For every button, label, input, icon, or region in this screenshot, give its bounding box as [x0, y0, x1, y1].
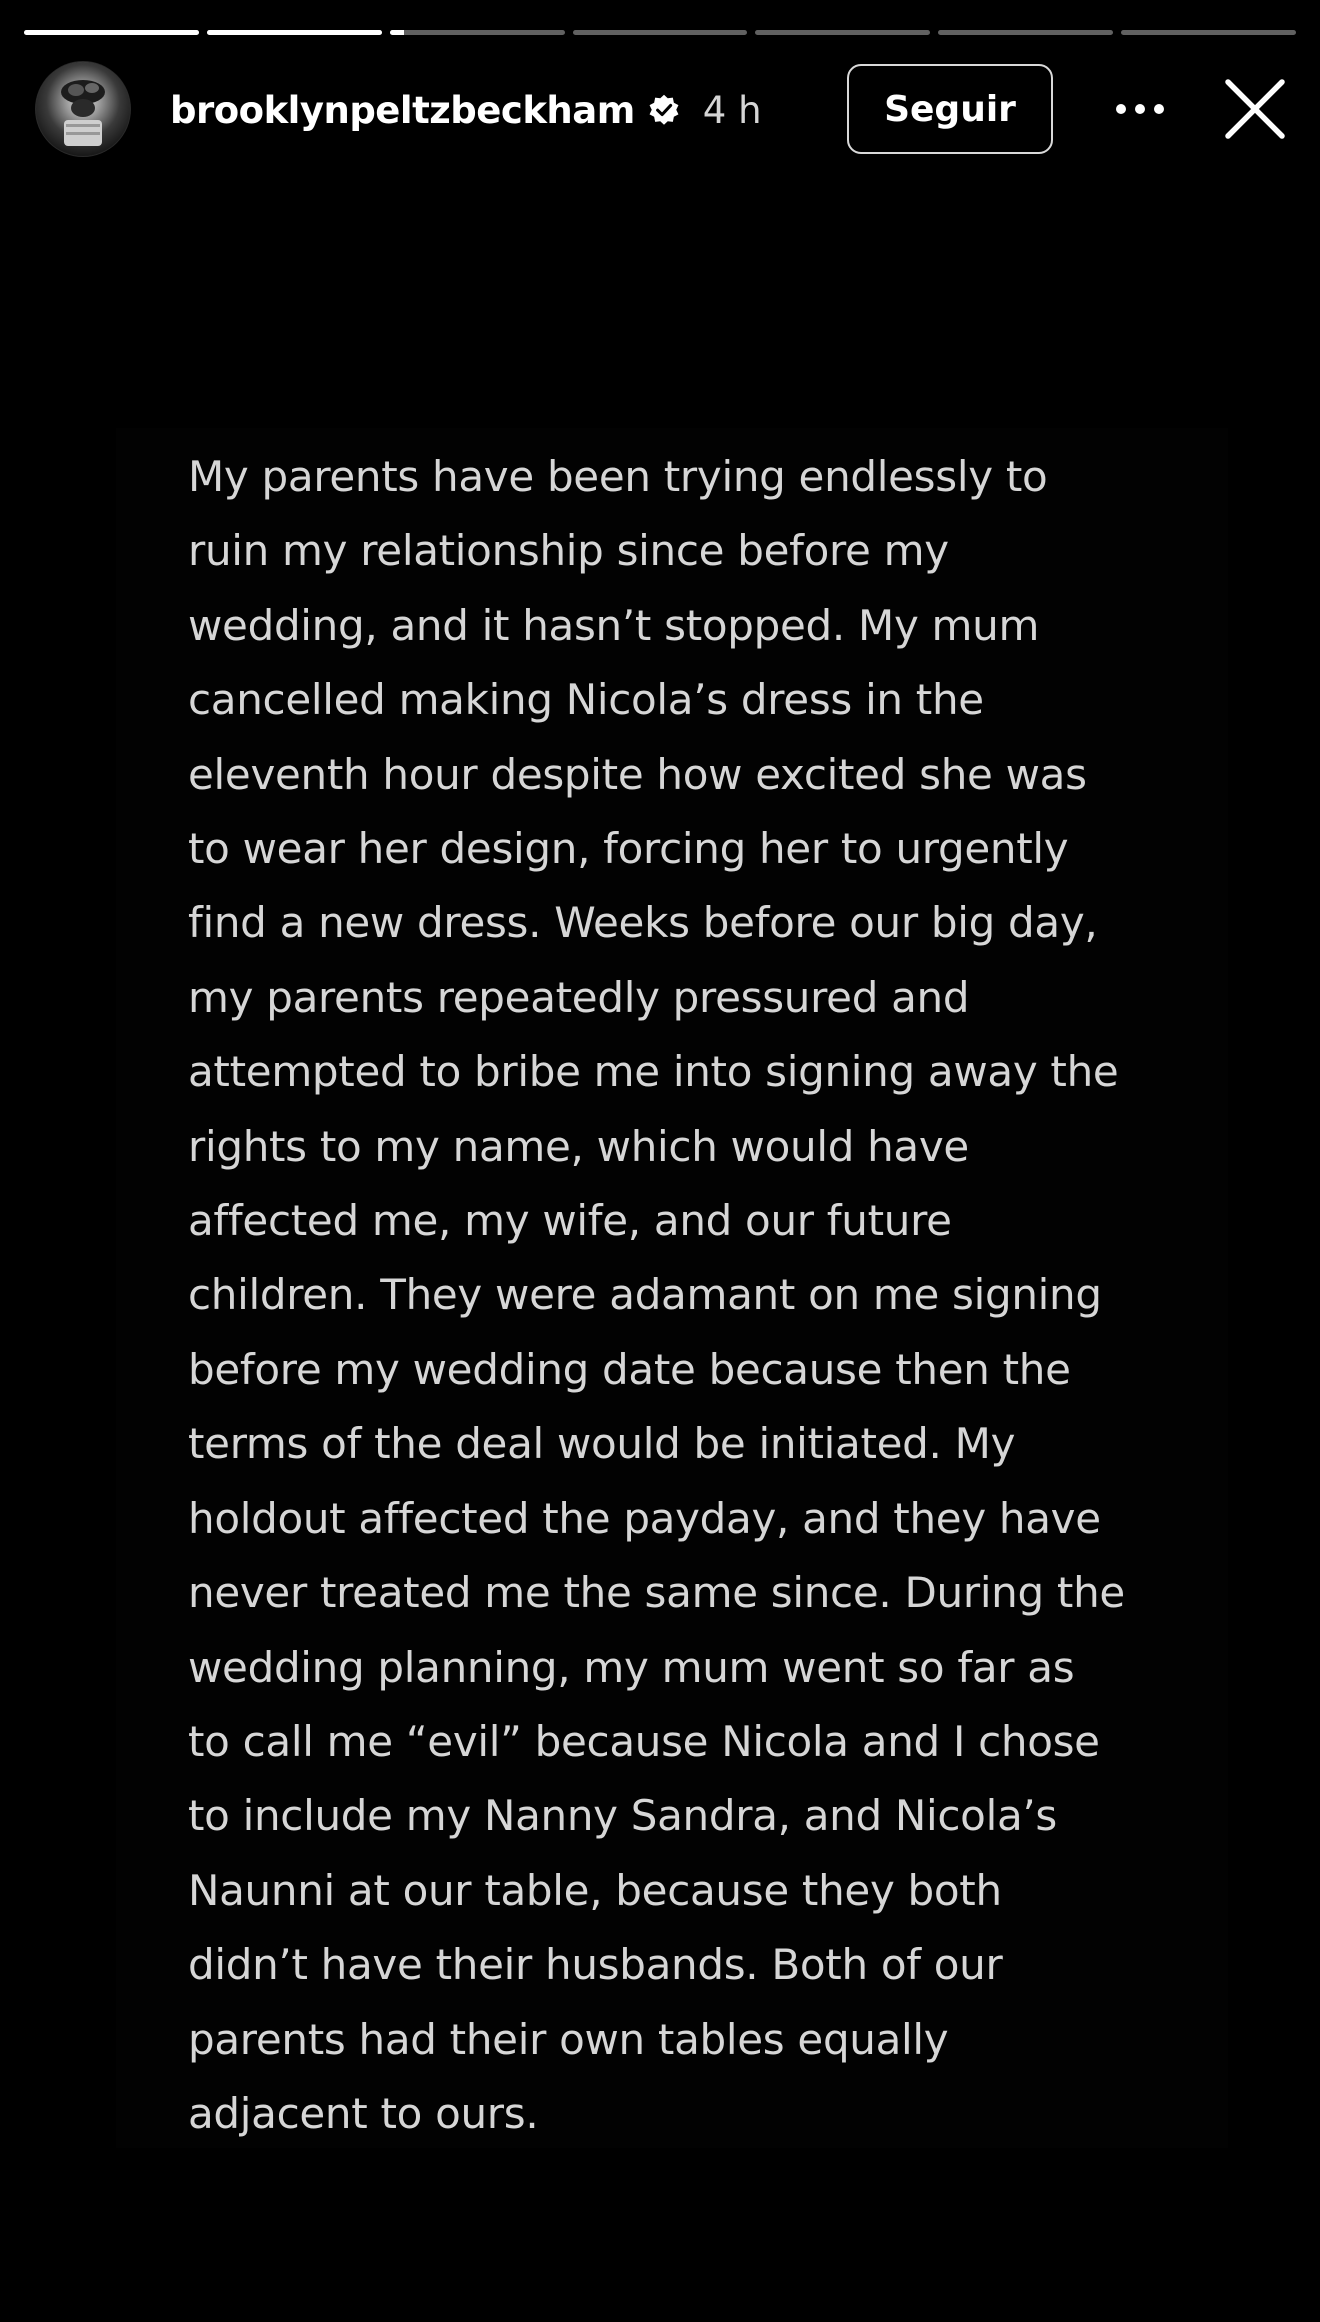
story-text-line: ruin my relationship since before my	[188, 526, 949, 576]
close-button[interactable]	[1222, 76, 1288, 142]
progress-segment	[573, 30, 748, 35]
avatar-photo	[36, 62, 130, 156]
story-text-line: to include my Nanny Sandra, and Nicola’s	[188, 1791, 1058, 1841]
story-text-line: terms of the deal would be initiated. My	[188, 1419, 1016, 1469]
story-text	[188, 440, 1198, 2151]
username-row	[170, 86, 762, 134]
story-text-line: to call me “evil” because Nicola and I chose	[188, 1716, 1100, 1766]
story-text-line: before my wedding date because then the	[188, 1344, 1071, 1394]
story-text-line: adjacent to ours.	[188, 2088, 539, 2138]
username[interactable]: brooklynpeltzbeckham	[170, 88, 635, 132]
story-text-line: Naunni at our table, because they both	[188, 1865, 1002, 1915]
story-text-line: holdout affected the payday, and they have	[188, 1493, 1101, 1543]
post-time: 4 h	[702, 88, 762, 132]
story-text-line: eleventh hour despite how excited she was	[188, 749, 1087, 799]
progress-segment-fill	[207, 30, 382, 35]
story-text-line: wedding planning, my mum went so far as	[188, 1642, 1075, 1692]
verified-badge-icon	[647, 93, 681, 127]
story-text-line: my parents repeatedly pressured and	[188, 972, 970, 1022]
story-text-line: parents had their own tables equally	[188, 2014, 949, 2064]
follow-button[interactable]: Seguir	[847, 64, 1053, 154]
story-text-line: My parents have been trying endlessly to	[188, 452, 1048, 501]
story-progress-bar	[24, 30, 1296, 36]
story-text-line: wedding, and it hasn’t stopped. My mum	[188, 600, 1040, 650]
more-options-button[interactable]	[1110, 84, 1170, 134]
progress-segment	[24, 30, 199, 35]
story-text-line: attempted to bribe me into signing away the	[188, 1047, 1119, 1097]
progress-segment-fill	[390, 30, 404, 35]
progress-segment	[755, 30, 930, 35]
story-text-line: affected me, my wife, and our future	[188, 1196, 952, 1246]
progress-segment	[390, 30, 565, 35]
story-text-line: rights to my name, which would have	[188, 1121, 969, 1171]
story-header	[0, 62, 1320, 158]
story-text-line: never treated me the same since. During the	[188, 1568, 1125, 1618]
story-text-line: to wear her design, forcing her to urgently	[188, 824, 1069, 874]
progress-segment-fill	[24, 30, 199, 35]
progress-segment	[938, 30, 1113, 35]
story-text-line: children. They were adamant on me signing	[188, 1270, 1102, 1320]
progress-segment	[207, 30, 382, 35]
close-icon	[1224, 78, 1286, 140]
avatar[interactable]	[36, 62, 130, 156]
story-text-line: didn’t have their husbands. Both of our	[188, 1940, 1003, 1990]
story-text-line: cancelled making Nicola’s dress in the	[188, 675, 984, 725]
more-horizontal-icon	[1115, 103, 1165, 115]
story-text-line: find a new dress. Weeks before our big day,	[188, 898, 1098, 948]
progress-segment	[1121, 30, 1296, 35]
